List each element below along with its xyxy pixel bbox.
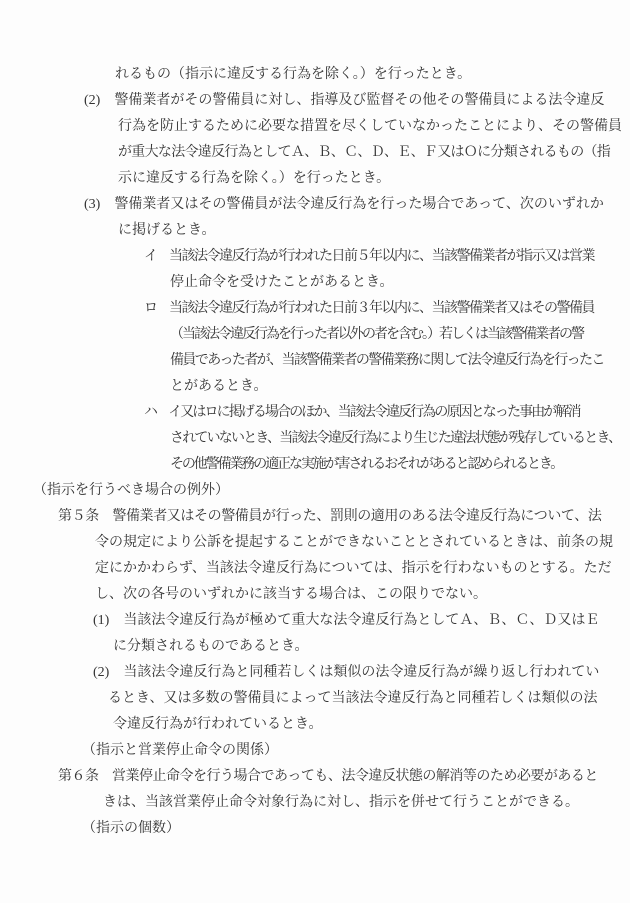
text-line: に掲げるとき。	[118, 223, 216, 238]
text-line: るとき、又は多数の警備員によって当該法令違反行為と同種若しくは類似の法	[108, 691, 598, 706]
text-line: に分類されるものであるとき。	[113, 639, 309, 654]
text-line: （指示と営業停止命令の関係）	[82, 743, 278, 758]
text-line: し、次の各号のいずれかに該当する場合は、この限りでない。	[95, 587, 487, 602]
text-line: イ 当該法令違反行為が行われた日前５年以内に、当該警備業者が指示又は営業	[144, 249, 594, 264]
text-line: 示に違反する行為を除く。）を行ったとき。	[118, 171, 391, 186]
text-line: その他警備業務の適正な実施が害されるおそれがあると認められるとき。	[170, 457, 563, 472]
text-line: れるもの（指示に違反する行為を除く。）を行ったとき。	[115, 67, 472, 82]
text-line: (1) 当該法令違反行為が極めて重大な法令違反行為としてＡ、Ｂ、Ｃ、Ｄ又はＥ	[93, 613, 600, 628]
text-line: とがあるとき。	[170, 379, 268, 394]
text-line: （指示を行うべき場合の例外）	[33, 483, 229, 498]
text-line: （指示の個数）	[82, 821, 180, 836]
text-line: が重大な法令違反行為としてＡ、Ｂ、Ｃ、Ｄ、Ｅ、Ｆ又はＯに分類されるもの（指	[118, 145, 611, 160]
text-line: （当該法令違反行為を行った者以外の者を含む。）若しくは当該警備業者の警	[170, 327, 583, 342]
text-line: きは、当該営業停止命令対象行為に対し、指示を併せて行うことができる。	[103, 795, 579, 810]
text-line: 令の規定により公訴を提起することができないこととされているときは、前条の規	[95, 535, 613, 550]
text-line: (2) 当該法令違反行為と同種若しくは類似の法令違反行為が繰り返し行われてい	[93, 665, 600, 680]
text-line: (2) 警備業者がその警備員に対し、指導及び監督その他その警備員による法令違反	[84, 93, 605, 108]
text-line: ハ イ又はロに掲げる場合のほか、当該法令違反行為の原因となった事由が解消	[144, 405, 580, 420]
text-line: 第５条 警備業者又はその警備員が行った、罰則の適用のある法令違反行為について、法	[58, 509, 602, 524]
text-line: 行為を防止するために必要な措置を尽くしていなかったことにより、その警備員	[118, 119, 622, 134]
text-line: ロ 当該法令違反行為が行われた日前３年以内に、当該警備業者又はその警備員	[144, 301, 594, 316]
text-line: 令違反行為が行われているとき。	[113, 717, 323, 732]
text-line: (3) 警備業者又はその警備員が法令違反行為を行った場合であって、次のいずれか	[84, 197, 604, 212]
text-line: 停止命令を受けたことがあるとき。	[170, 275, 394, 290]
text-line: 第６条 営業停止命令を行う場合であっても、法令違反状態の解消等のため必要があると	[58, 769, 598, 784]
text-line: 備員であった者が、当該警備業者の警備業務に関して法令違反行為を行ったこ	[170, 353, 604, 368]
text-line: されていないとき、当該法令違反行為により生じた違法状態が残存しているとき、	[170, 431, 621, 446]
text-line: 定にかかわらず、当該法令違反行為については、指示を行わないものとする。ただ	[95, 561, 612, 576]
